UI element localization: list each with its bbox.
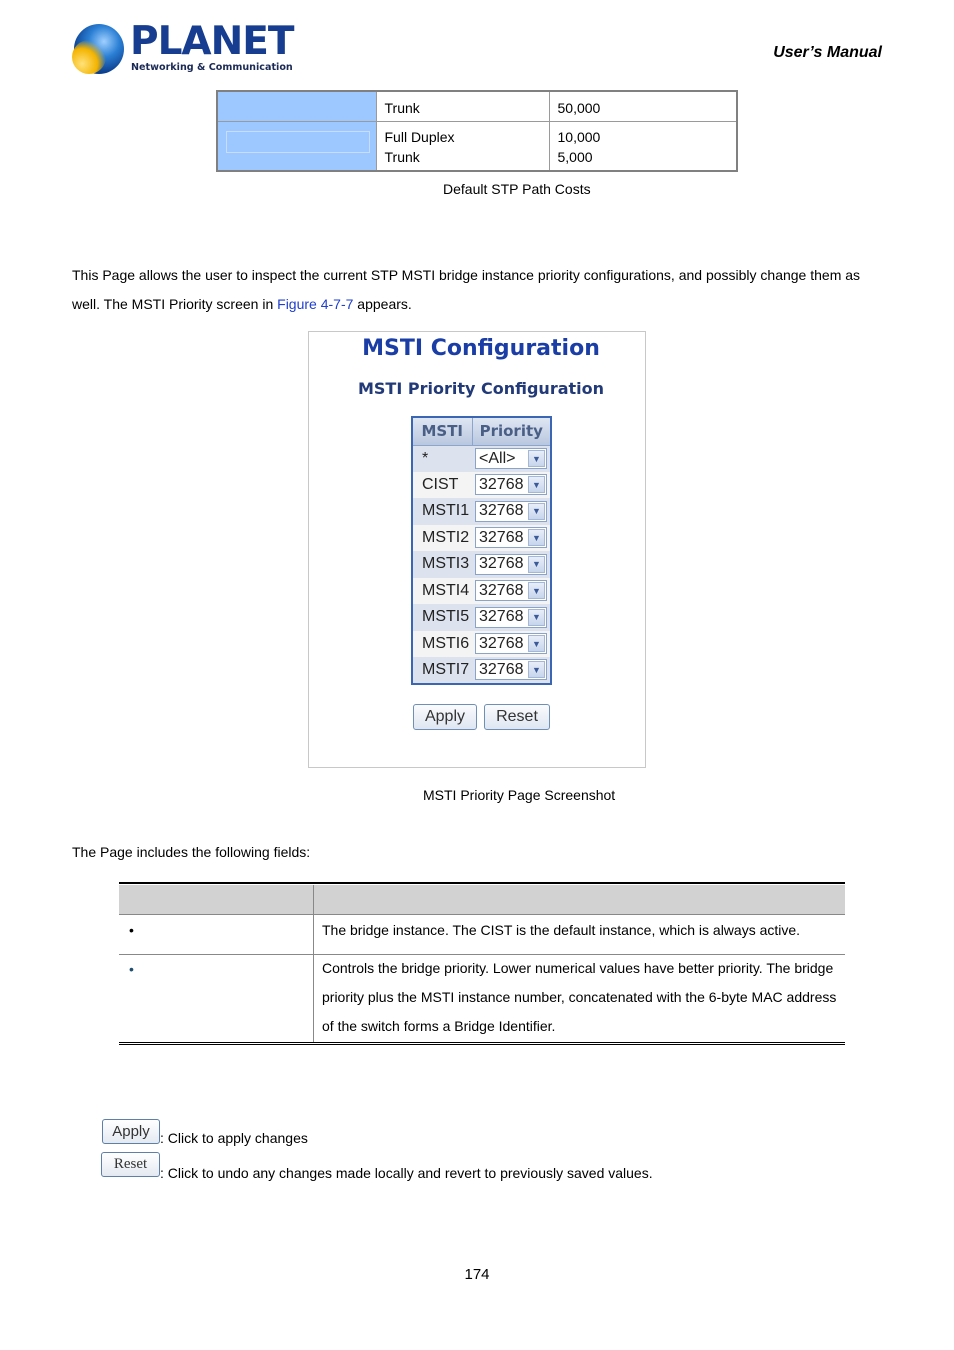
reset-description: : Click to undo any changes made locally and revert to previously saved values.: [160, 1165, 653, 1181]
planet-logo: [74, 19, 294, 78]
table-row: [412, 551, 551, 578]
path-cost-cell: 50,000: [549, 91, 737, 121]
chevron-down-icon[interactable]: ▼: [528, 609, 545, 626]
path-cost-cell: 5,000: [549, 147, 737, 171]
priority-value: 32768: [479, 555, 524, 573]
cost-table-blue-cell: [217, 91, 376, 121]
priority-value: 32768: [479, 660, 524, 678]
table-top-rule: [119, 882, 845, 884]
logo-tagline: Networking & Communication: [131, 62, 293, 73]
msti-label: MSTI1: [412, 498, 472, 525]
chevron-down-icon[interactable]: ▼: [528, 503, 545, 520]
table-row: [412, 498, 551, 525]
path-cost-cell: 10,000: [549, 121, 737, 147]
priority-select[interactable]: [475, 580, 547, 601]
reset-button[interactable]: Reset: [484, 704, 550, 730]
section-title: MSTI Priority Configuration: [357, 379, 605, 398]
fields-intro: The Page includes the following fields:: [72, 844, 311, 860]
page-number: 174: [464, 1266, 490, 1283]
msti-priority-screenshot: [308, 331, 646, 768]
priority-select[interactable]: [475, 527, 547, 548]
table-row: [412, 657, 551, 684]
msti-label: MSTI3: [412, 551, 472, 578]
priority-select[interactable]: [475, 501, 547, 522]
priority-select[interactable]: [475, 659, 547, 680]
bullet-icon: •: [129, 961, 134, 977]
msti-label: MSTI5: [412, 604, 472, 631]
msti-priority-table: [411, 416, 552, 685]
fields-table: [119, 882, 845, 1045]
priority-select[interactable]: [475, 554, 547, 575]
apply-description: : Click to apply changes: [160, 1130, 308, 1146]
port-type-cell: Trunk: [376, 147, 549, 171]
priority-value: <All>: [479, 449, 516, 467]
priority-value: 32768: [479, 581, 524, 599]
msti-label: *: [412, 445, 472, 472]
table-row: [412, 631, 551, 658]
priority-value: 32768: [479, 528, 524, 546]
intro-text-end: appears.: [353, 296, 412, 312]
chevron-down-icon[interactable]: ▼: [528, 635, 545, 652]
column-header-priority: Priority: [472, 417, 551, 445]
priority-select[interactable]: [475, 474, 547, 495]
cost-table-caption: Default STP Path Costs: [443, 181, 591, 197]
port-type-cell: Full Duplex: [376, 121, 549, 147]
intro-paragraph: [72, 261, 887, 319]
page-title: MSTI Configuration: [362, 336, 600, 361]
priority-value: 32768: [479, 502, 524, 520]
chevron-down-icon[interactable]: ▼: [528, 450, 545, 467]
chevron-down-icon[interactable]: ▼: [528, 529, 545, 546]
logo-wordmark: PLANET: [130, 19, 294, 64]
priority-value: 32768: [479, 634, 524, 652]
priority-select[interactable]: [475, 448, 547, 469]
field-description: Controls the bridge priority. Lower numerical values have better priority. The bridge priority plus the MSTI instance number, concatenated with the 6-byte MAC address of the switch forms a Bridge Identifier.: [322, 960, 837, 1034]
priority-select[interactable]: [475, 633, 547, 654]
chevron-down-icon[interactable]: ▼: [528, 661, 545, 678]
msti-label: MSTI7: [412, 657, 472, 684]
table-bottom-rule: [119, 1042, 845, 1045]
msti-label: MSTI6: [412, 631, 472, 658]
table-row: [412, 578, 551, 605]
port-type-cell: Trunk: [376, 91, 549, 121]
field-description: The bridge instance. The CIST is the default instance, which is always active.: [322, 922, 801, 938]
bullet-icon: •: [129, 922, 134, 938]
table-row: [412, 472, 551, 499]
table-row: [412, 445, 551, 472]
chevron-down-icon[interactable]: ▼: [528, 476, 545, 493]
intro-text: This Page allows the user to inspect the current STP MSTI bridge instance priority configurations, and possibly change them as well. The MSTI Priority screen in: [72, 267, 861, 312]
msti-label: MSTI4: [412, 578, 472, 605]
apply-button[interactable]: Apply: [102, 1119, 160, 1144]
priority-value: 32768: [479, 475, 524, 493]
table-row: [412, 604, 551, 631]
reset-button[interactable]: Reset: [101, 1152, 160, 1177]
figure-link[interactable]: Figure 4-7-7: [277, 296, 354, 312]
fields-table-header: [119, 885, 845, 915]
table-row: [412, 525, 551, 552]
priority-select[interactable]: [475, 607, 547, 628]
msti-label: MSTI2: [412, 525, 472, 552]
chevron-down-icon[interactable]: ▼: [528, 582, 545, 599]
priority-value: 32768: [479, 608, 524, 626]
cost-table-blue-cell: [217, 121, 376, 171]
figure-caption: MSTI Priority Page Screenshot: [423, 787, 616, 803]
chevron-down-icon[interactable]: ▼: [528, 556, 545, 573]
manual-title: User’s Manual: [773, 44, 882, 61]
column-header-msti: MSTI: [412, 417, 472, 445]
swoosh-icon: [72, 40, 106, 74]
apply-button[interactable]: Apply: [413, 704, 477, 730]
msti-label: CIST: [412, 472, 472, 499]
column-divider: [313, 885, 314, 1042]
path-cost-table: [216, 90, 738, 172]
